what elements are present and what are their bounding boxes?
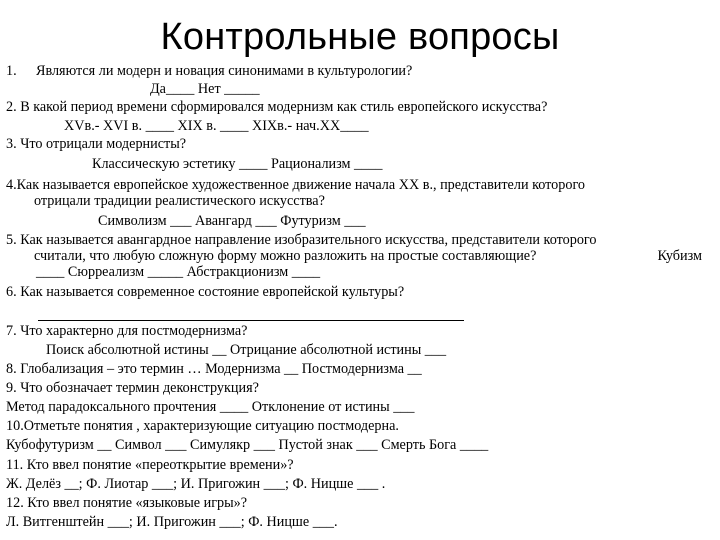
question-line-continued: отрицали традиции реалистического искусства? xyxy=(34,193,325,209)
answer-option: Кубизм xyxy=(657,248,702,264)
answer-line: Классическую эстетику ____ Рационализм ____ xyxy=(92,156,383,172)
answer-line: Поиск абсолютной истины __ Отрицание абсолютной истины ___ xyxy=(46,342,447,358)
answer-line: Да____ Нет _____ xyxy=(150,81,260,97)
answer-line: Кубофутуризм __ Символ ___ Симулякр ___ Пустой знак ___ Смерть Бога ____ xyxy=(6,437,489,453)
answer-line: Ж. Делёз __; Ф. Лиотар ___; И. Пригожин ___; Ф. Ницше ___ . xyxy=(6,476,386,492)
answer-line: ____ Сюрреализм _____ Абстракционизм ____ xyxy=(36,264,321,280)
answer-blank-rule xyxy=(38,320,464,321)
question-line: 10.Отметьте понятия , характеризующие ситуацию постмодерна. xyxy=(6,418,399,434)
answer-line: XVв.- XVI в. ____ XIX в. ____ XIXв.- нач.XX____ xyxy=(64,118,369,134)
question-line: 1. Являются ли модерн и новация синонимами в культурологии? xyxy=(6,63,413,79)
question-line: 5. Как называется авангардное направление изобразительного искусства, представители которого xyxy=(6,232,597,248)
answer-line: Символизм ___ Авангард ___ Футуризм ___ xyxy=(98,213,366,229)
question-line: 9. Что обозначает термин деконструкция? xyxy=(6,380,259,396)
answer-line: Л. Витгенштейн ___; И. Пригожин ___; Ф. Ницше ___. xyxy=(6,514,338,530)
question-line: 3. Что отрицали модернисты? xyxy=(6,136,187,152)
question-line: 6. Как называется современное состояние европейской культуры? xyxy=(6,284,405,300)
question-line: 2. В какой период времени сформировался модернизм как стиль европейского искусства? xyxy=(6,99,548,115)
question-line: 8. Глобализация – это термин … Модернизма __ Постмодернизма __ xyxy=(6,361,422,377)
question-line: 11. Кто ввел понятие «переоткрытие времени»? xyxy=(6,457,294,473)
answer-line: Метод парадоксального прочтения ____ Отклонение от истины ___ xyxy=(6,399,415,415)
question-line: 7. Что характерно для постмодернизма? xyxy=(6,323,248,339)
slide-title: Контрольные вопросы xyxy=(160,16,560,58)
question-line: 4.Как называется европейское художественное движение начала XX в., представители которого xyxy=(6,177,586,193)
question-line: 12. Кто ввел понятие «языковые игры»? xyxy=(6,495,248,511)
question-line-continued: считали, что любую сложную форму можно разложить на простые составляющие? Кубизм xyxy=(34,248,702,264)
